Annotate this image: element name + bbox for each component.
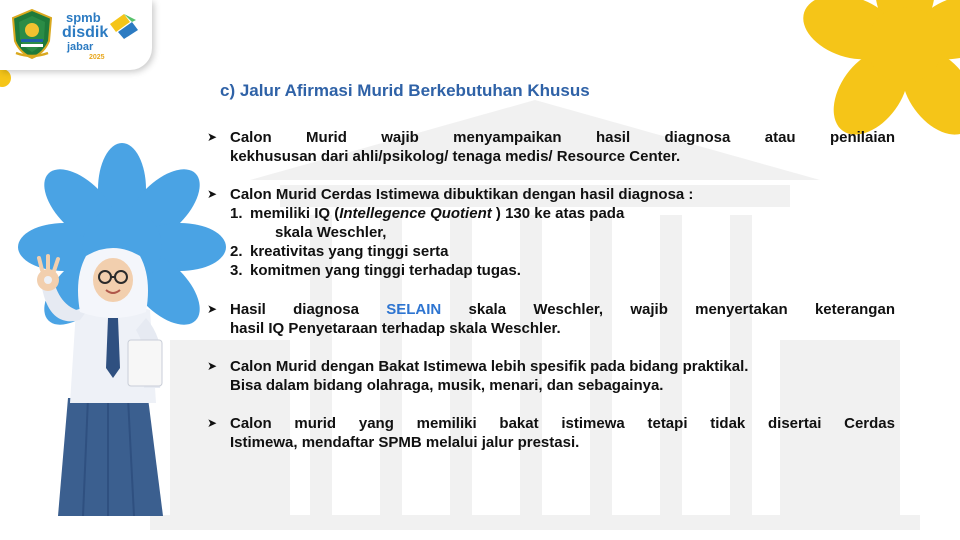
- arrow-bullet-icon: ➤: [207, 359, 218, 373]
- bullet-3-post: skala Weschler, wajib menyertakan keterangan: [441, 301, 895, 318]
- arrow-bullet-icon: ➤: [207, 130, 218, 144]
- logo-spmb-text: spmb: [66, 10, 101, 25]
- bullet-5-line-1: Calon murid yang memiliki bakat istimewa tetapi tidak disertai Cerdas: [230, 415, 895, 432]
- sub-item-2-number: 2.: [230, 243, 243, 260]
- bullet-3-highlight: SELAIN: [386, 301, 442, 318]
- arrow-bullet-icon: ➤: [207, 416, 218, 430]
- sub-item-1-continuation: skala Weschler,: [275, 224, 387, 241]
- arrow-bullet-icon: ➤: [207, 187, 218, 201]
- bullet-3-line-1: [205, 300, 895, 319]
- sub-item-2-text: kreativitas yang tinggi serta: [250, 243, 449, 260]
- bullet-jalur-prestasi: [205, 414, 895, 452]
- sub-item-1-number: 1.: [230, 205, 243, 222]
- bullet-1-line-2: kekhususan dari ahli/psikolog/ tenaga medis/ Resource Center.: [230, 148, 681, 165]
- sub-item-2: [205, 242, 895, 261]
- sub-item-1: [205, 204, 895, 223]
- sub-item-1-post: ) 130 ke atas pada: [491, 205, 625, 222]
- bullet-1-line-1: Calon Murid wajib menyampaikan hasil diagnosa atau penilaian: [230, 129, 895, 146]
- arrow-bullet-icon: ➤: [207, 302, 218, 316]
- sub-item-1-italic: Intellegence Quotient: [339, 205, 492, 222]
- bullet-cerdas-istimewa: [205, 185, 895, 280]
- bullet-diagnosis-requirement: [205, 128, 895, 166]
- bullet-4-line-2: Bisa dalam bidang olahraga, musik, menari, dan sebagainya.: [230, 377, 664, 394]
- logo-disdik-text: disdik: [62, 24, 109, 41]
- slide-title: c) Jalur Afirmasi Murid Berkebutuhan Khusus: [220, 81, 590, 100]
- bullet-3-line-2: hasil IQ Penyetaraan terhadap skala Weschler.: [230, 320, 561, 337]
- bullet-bakat-istimewa: [205, 357, 895, 395]
- bullet-2-line-1: Calon Murid Cerdas Istimewa dibuktikan dengan hasil diagnosa :: [230, 186, 694, 203]
- logo-year-text: 2025: [89, 54, 105, 61]
- bullet-5-line-2: Istimewa, mendaftar SPMB melalui jalur prestasi.: [230, 434, 580, 451]
- bullet-selain-weschler: [205, 300, 895, 338]
- sub-item-3: [205, 261, 895, 280]
- sub-item-1-pre: memiliki IQ (: [250, 205, 340, 222]
- sub-item-3-text: komitmen yang tinggi terhadap tugas.: [250, 262, 521, 279]
- sub-item-3-number: 3.: [230, 262, 243, 279]
- logo-jabar-text: jabar: [67, 41, 94, 53]
- bullet-4-line-1: Calon Murid dengan Bakat Istimewa lebih spesifik pada bidang praktikal.: [230, 358, 749, 375]
- bullet-3-pre: Hasil diagnosa: [230, 301, 387, 318]
